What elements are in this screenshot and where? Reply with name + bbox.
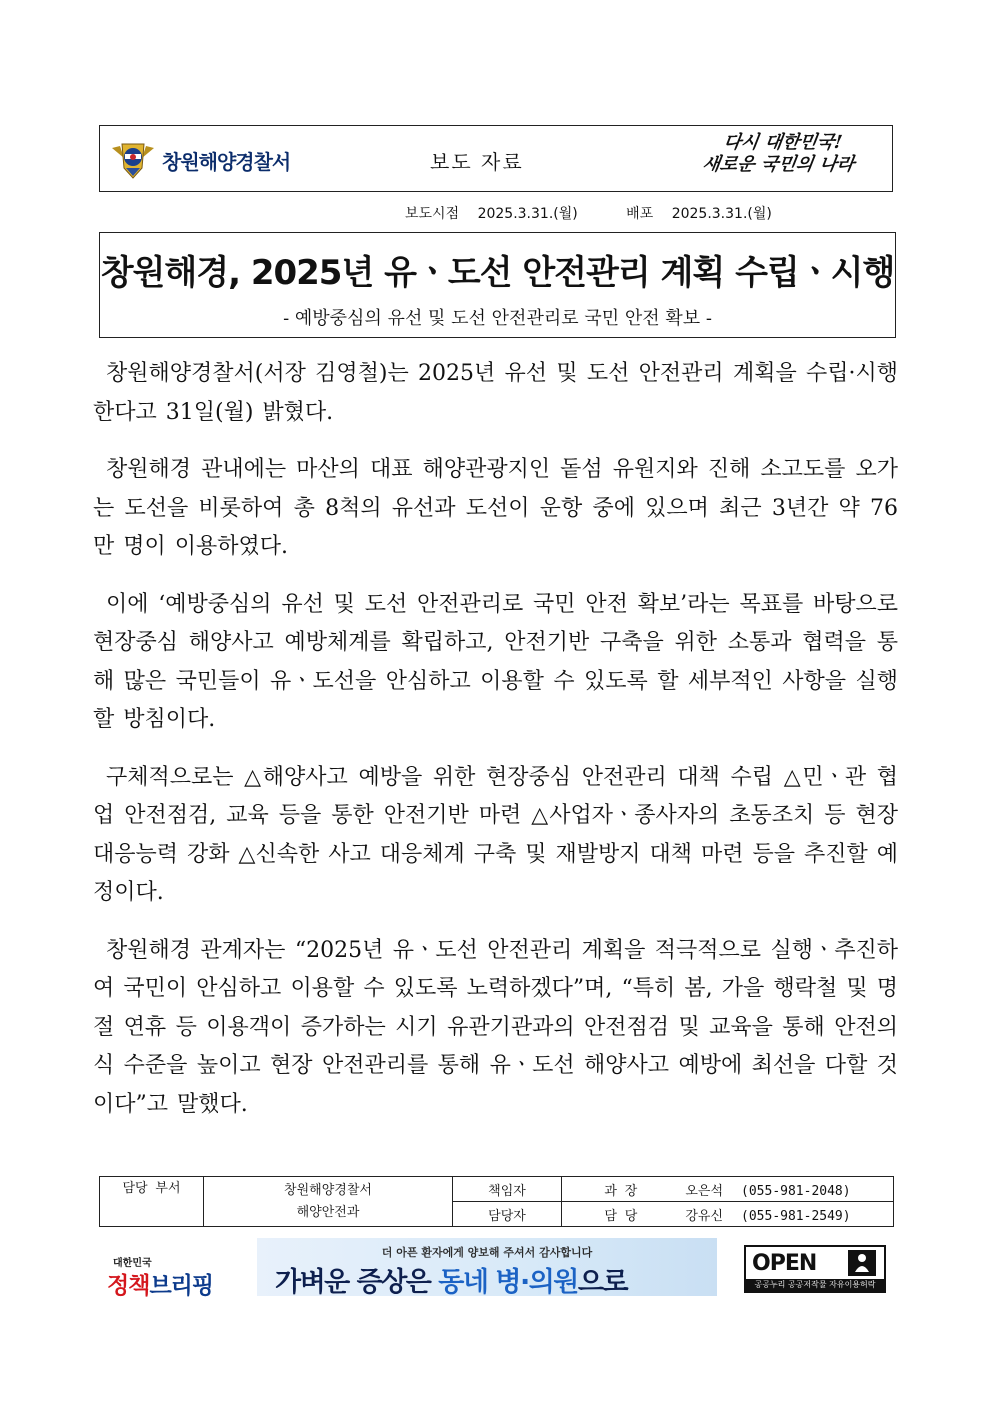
body-paragraph: 이에 ‘예방중심의 유선 및 도선 안전관리로 국민 안전 확보’라는 목표를 바탕으로 현장중심 해양사고 예방체계를 확립하고, 안전기반 구축을 위한 소통과 협력을 통해 많은 국민들이 유ㆍ도선을 안심하고 이용할 수 있도록 할 세부적인 사항을 실행할 방침이다. (93, 591, 899, 732)
kogl-open-mark[interactable] (744, 1245, 886, 1293)
slogan-line2: 새로운 국민의 나라 (701, 154, 856, 175)
release-info (405, 203, 786, 223)
briefing-word-2: 브리핑 (149, 1273, 214, 1299)
article-body (93, 355, 898, 1143)
body-paragraph: 창원해양경찰서(서장 김영철)는 2025년 유선 및 도선 안전관리 계획을 수립·시행한다고 31일(월) 밝혔다. (93, 361, 898, 425)
person-phone: (055-981-2549) (741, 1208, 851, 1224)
banner-top-text: 더 아픈 환자에게 양보해 주셔서 감사합니다 (381, 1246, 593, 1259)
person-phone: (055-981-2048) (741, 1183, 851, 1199)
dept-org-line1: 창원해양경찰서 (284, 1182, 372, 1198)
release-time-label: 보도시점 (405, 206, 460, 222)
person-cell (562, 1202, 894, 1227)
dept-org-line2: 해양안전과 (296, 1204, 360, 1220)
release-time-value: 2025.3.31.(월) (477, 206, 578, 222)
banner-main-text (275, 1260, 627, 1299)
dept-label: 담당 부서 (100, 1177, 204, 1227)
banner-main-highlight: 동네 병·의원 (438, 1267, 578, 1298)
body-paragraph: 구체적으로는 △해양사고 예방을 위한 현장중심 안전관리 대책 수립 △민ㆍ관 협업 안전점검, 교육 등을 통한 안전기반 마련 △사업자ㆍ종사자의 초동조치 등 현장 대응능력 강화 △신속한 사고 대응체계 구축 및 재발방지 대책 마련 등을 추진할 예정이다. (93, 764, 898, 905)
doc-type: 보도 자료 (430, 150, 524, 174)
slogan (701, 132, 859, 176)
person-position: 과 장 (604, 1183, 638, 1199)
main-title: 창원해경, 2025년 유ㆍ도선 안전관리 계획 수립ㆍ시행 (100, 253, 895, 293)
org-logo (110, 138, 290, 182)
body-paragraph: 창원해경 관계자는 “2025년 유ㆍ도선 안전관리 계획을 적극적으로 실행ㆍ추진하여 국민이 안심하고 이용할 수 있도록 노력하겠다”며, “특히 봄, 가을 행락철 및 명절 연휴 등 이용객이 증가하는 시기 유관기관과의 안전점검 및 교육을 통해 안전의식 수준을 높이고 현장 안전관리를 통해 유ㆍ도선 해양사고 예방에 최선을 다할 것이다”고 말했다. (93, 937, 898, 1117)
distribution-label: 배포 (626, 206, 654, 222)
policy-briefing-logo[interactable] (107, 1254, 213, 1300)
briefing-big-text (107, 1267, 213, 1300)
person-position: 담 당 (604, 1208, 638, 1224)
coast-guard-emblem-icon (110, 138, 156, 182)
person-name: 오은석 (685, 1183, 724, 1199)
person-cell (562, 1177, 894, 1202)
banner-main-part3: 으로 (577, 1267, 628, 1298)
campaign-banner[interactable] (257, 1238, 717, 1296)
open-label: OPEN (752, 1251, 817, 1276)
open-sub-text: 공공누리 공공저작물 자유이용허락 (746, 1279, 884, 1291)
person-name: 강유신 (685, 1208, 724, 1224)
banner-main-part1: 가벼운 증상은 (275, 1267, 439, 1298)
org-name: 창원해양경찰서 (162, 149, 291, 174)
distribution-value: 2025.3.31.(월) (671, 206, 772, 222)
dept-org (204, 1177, 453, 1227)
contact-table (99, 1176, 894, 1227)
briefing-small-text: 대한민국 (113, 1258, 152, 1269)
title-box (99, 232, 896, 338)
sub-title: - 예방중심의 유선 및 도선 안전관리로 국민 안전 확보 - (283, 308, 712, 329)
role-cell: 담당자 (453, 1202, 562, 1227)
role-cell: 책임자 (453, 1177, 562, 1202)
footer (99, 1240, 894, 1298)
attribution-person-icon (848, 1250, 876, 1276)
briefing-word-1: 정책 (107, 1273, 150, 1299)
body-paragraph: 창원해경 관내에는 마산의 대표 해양관광지인 돝섬 유원지와 진해 소고도를 오가는 도선을 비롯하여 총 8척의 유선과 도선이 운항 중에 있으며 최근 3년간 약 76만 명이 이용하였다. (93, 457, 898, 559)
slogan-line1: 다시 대한민국! (722, 132, 844, 153)
header-box (99, 125, 893, 192)
contact-row (100, 1177, 894, 1202)
